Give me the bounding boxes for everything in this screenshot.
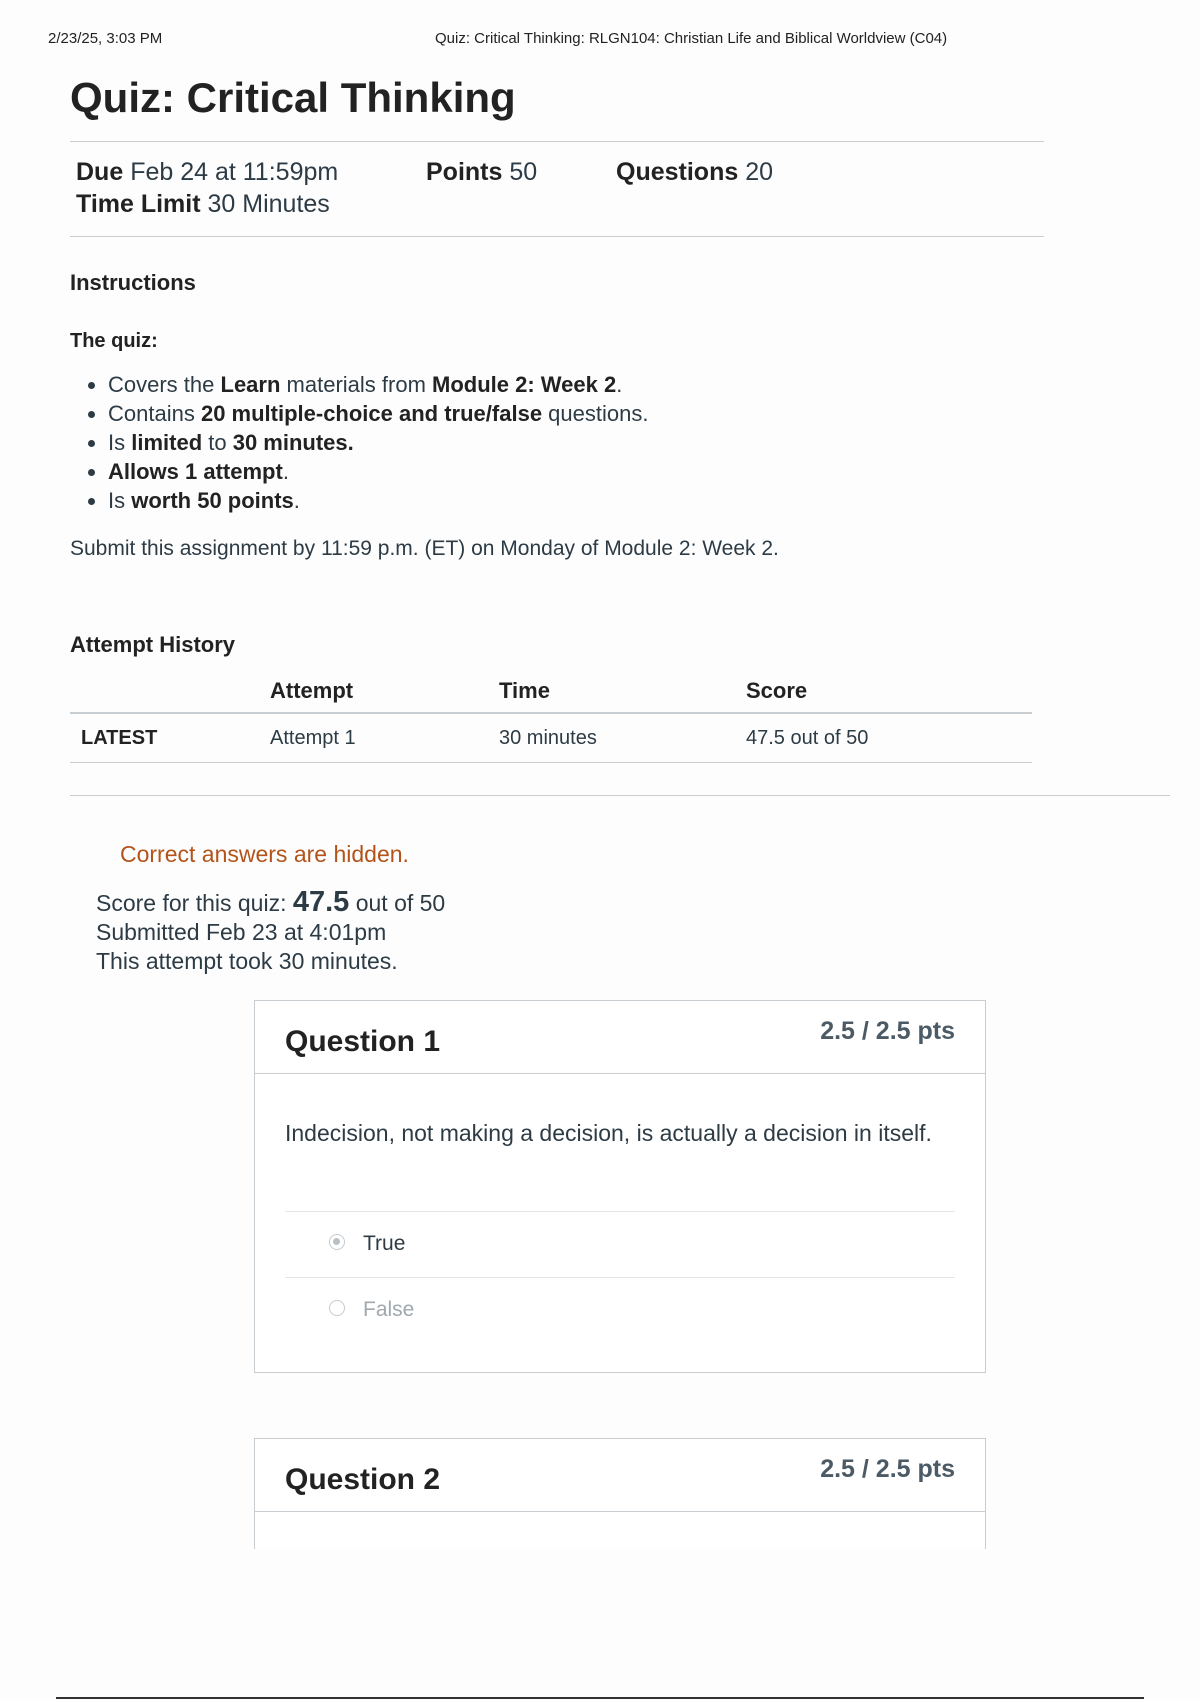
answer-label: False	[363, 1298, 415, 1321]
text: .	[282, 459, 289, 484]
score-label: Score for this quiz:	[96, 890, 293, 916]
radio-selected-icon[interactable]	[329, 1234, 345, 1250]
question-points: 2.5 / 2.5 pts	[820, 1455, 955, 1483]
attempt-time: 30 minutes	[499, 727, 597, 749]
bold-text: 30 minutes.	[232, 430, 354, 455]
instruction-list	[70, 370, 648, 515]
question-card	[254, 1000, 986, 1373]
text: materials from	[280, 372, 433, 397]
questions-label: Questions	[616, 158, 739, 186]
table-header-row	[70, 668, 1032, 714]
quiz-score	[96, 888, 445, 918]
text: Is	[108, 488, 132, 513]
text: Contains	[108, 401, 201, 426]
points-value: 50	[509, 158, 538, 186]
submit-note: Submit this assignment by 11:59 p.m. (ET) on Monday of Module 2: Week 2.	[70, 537, 779, 560]
score-value: 47.5	[292, 886, 350, 918]
answer-label: True	[363, 1232, 406, 1255]
question-title: Question 2	[285, 1463, 441, 1496]
list-item	[108, 486, 648, 515]
quiz-label: The quiz:	[70, 330, 158, 352]
text: questions.	[542, 401, 649, 426]
questions-info	[616, 158, 773, 187]
bold-text: limited	[131, 430, 203, 455]
text: Covers the	[108, 372, 221, 397]
attempt-history-heading: Attempt History	[70, 632, 236, 657]
question-header	[255, 1001, 985, 1074]
attempt-duration: This attempt took 30 minutes.	[96, 948, 398, 974]
column-header-attempt: Attempt	[270, 678, 354, 703]
answers-hidden-notice: Correct answers are hidden.	[120, 841, 409, 867]
latest-tag: LATEST	[81, 727, 158, 749]
divider	[70, 141, 1044, 142]
bold-text: Allows 1 attempt	[108, 459, 283, 484]
time-limit	[76, 190, 330, 219]
attempt-score: 47.5 out of 50	[746, 727, 869, 749]
bold-text: Learn	[220, 372, 281, 397]
points-info	[426, 158, 537, 187]
due-date	[76, 158, 338, 187]
text: .	[293, 488, 300, 513]
question-points: 2.5 / 2.5 pts	[820, 1017, 955, 1045]
table-row	[70, 714, 1032, 763]
text: to	[202, 430, 233, 455]
list-item	[108, 399, 648, 428]
time-limit-label: Time Limit	[76, 190, 201, 218]
attempt-link[interactable]: Attempt 1	[270, 727, 356, 749]
page-title: Quiz: Critical Thinking	[70, 74, 516, 121]
time-limit-value: 30 Minutes	[207, 190, 330, 218]
questions-value: 20	[745, 158, 774, 186]
question-card	[254, 1438, 986, 1549]
text: .	[616, 372, 623, 397]
instructions-heading: Instructions	[70, 270, 196, 295]
print-date: 2/23/25, 3:03 PM	[48, 30, 163, 47]
text: Is	[108, 430, 132, 455]
divider	[70, 795, 1170, 796]
list-item	[108, 370, 648, 399]
column-header-time: Time	[499, 678, 550, 703]
submitted-time: Submitted Feb 23 at 4:01pm	[96, 919, 387, 945]
answer-option[interactable]	[285, 1277, 955, 1342]
points-label: Points	[426, 158, 503, 186]
radio-unselected-icon[interactable]	[329, 1300, 345, 1316]
list-item	[108, 428, 648, 457]
column-header-score: Score	[746, 678, 808, 703]
list-item	[108, 457, 648, 486]
due-label: Due	[76, 158, 124, 186]
question-header	[255, 1439, 985, 1512]
bold-text: worth 50 points	[131, 488, 294, 513]
attempt-history-table	[70, 668, 1032, 763]
bold-text: 20 multiple-choice and true/false	[200, 401, 543, 426]
divider	[70, 236, 1044, 237]
question-text: Indecision, not making a decision, is actually a decision in itself.	[285, 1120, 932, 1146]
due-value: Feb 24 at 11:59pm	[130, 158, 339, 186]
page-bottom-border	[56, 1697, 1144, 1699]
question-title: Question 1	[285, 1025, 441, 1058]
answer-option[interactable]	[285, 1211, 955, 1276]
print-doc-title: Quiz: Critical Thinking: RLGN104: Christian Life and Biblical Worldview (C04)	[435, 30, 948, 47]
score-total: out of 50	[349, 890, 446, 916]
score-summary	[96, 888, 445, 976]
bold-text: Module 2: Week 2	[432, 372, 617, 397]
